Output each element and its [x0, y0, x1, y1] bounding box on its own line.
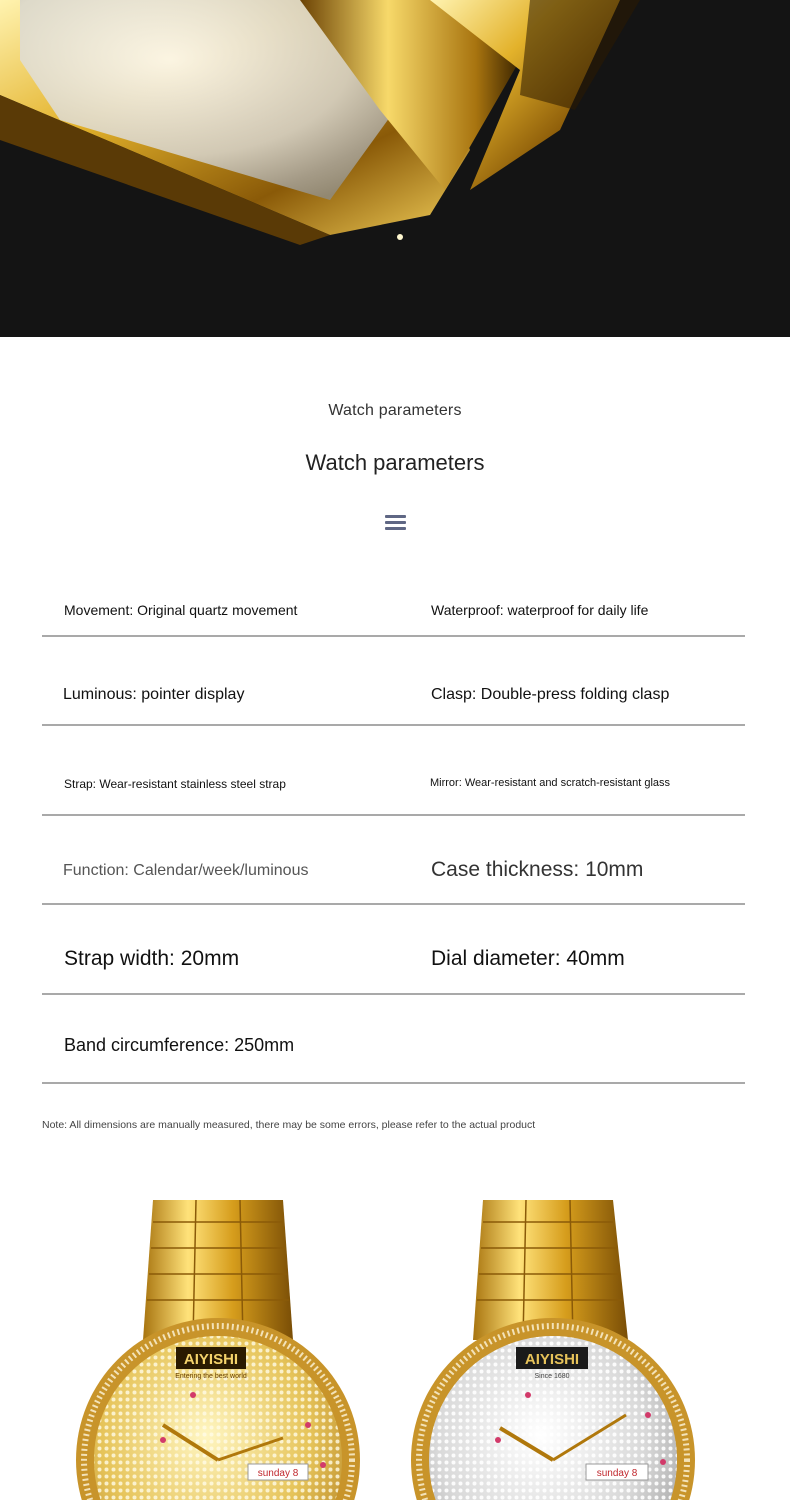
product-watch-gold[interactable] — [68, 1200, 368, 1500]
param-row-strap-width — [42, 904, 745, 995]
param-row-luminous — [42, 635, 745, 726]
hero-image — [0, 0, 790, 337]
param-strap-width: Strap width: 20mm — [64, 947, 240, 970]
product-brand: AIYISHI — [183, 1351, 239, 1368]
product-tagline: Entering the best world — [175, 1373, 247, 1380]
section-subtitle: Watch parameters — [328, 402, 462, 419]
param-dial-diameter: Dial diameter: 40mm — [431, 947, 625, 970]
product-date: sunday 8 — [596, 1468, 638, 1479]
product-images — [0, 1150, 790, 1500]
param-case-thickness: Case thickness: 10mm — [431, 858, 644, 881]
param-row-function — [42, 814, 745, 905]
param-row-movement — [42, 546, 745, 637]
menu-icon[interactable] — [385, 515, 406, 531]
param-waterproof: Waterproof: waterproof for daily life — [431, 602, 649, 618]
section-title: Watch parameters — [305, 450, 485, 475]
product-brand: AIYISHI — [524, 1351, 580, 1368]
param-row-strap — [42, 725, 745, 816]
param-strap: Strap: Wear-resistant stainless steel strap — [64, 777, 286, 791]
param-function: Function: Calendar/week/luminous — [63, 862, 309, 879]
menu-icon-bar — [385, 515, 406, 518]
menu-icon-bar — [385, 521, 406, 524]
param-row-band — [42, 993, 745, 1084]
param-movement: Movement: Original quartz movement — [64, 602, 298, 618]
measurement-note: Note: All dimensions are manually measured, there may be some errors, please refer to the actual product — [42, 1119, 536, 1131]
param-luminous: Luminous: pointer display — [63, 686, 245, 703]
watch-gold-illustration — [68, 1200, 368, 1500]
watch-bracelet-photo — [0, 0, 790, 337]
param-mirror: Mirror: Wear-resistant and scratch-resistant glass — [430, 777, 671, 789]
product-tagline: Since 1680 — [534, 1373, 570, 1380]
param-clasp: Clasp: Double-press folding clasp — [431, 686, 670, 703]
product-date: sunday 8 — [257, 1468, 299, 1479]
product-watch-silver-dial[interactable] — [408, 1200, 708, 1500]
watch-silver-dial-illustration — [408, 1200, 708, 1500]
menu-icon-bar — [385, 527, 406, 530]
param-band-circumference: Band circumference: 250mm — [64, 1035, 295, 1055]
